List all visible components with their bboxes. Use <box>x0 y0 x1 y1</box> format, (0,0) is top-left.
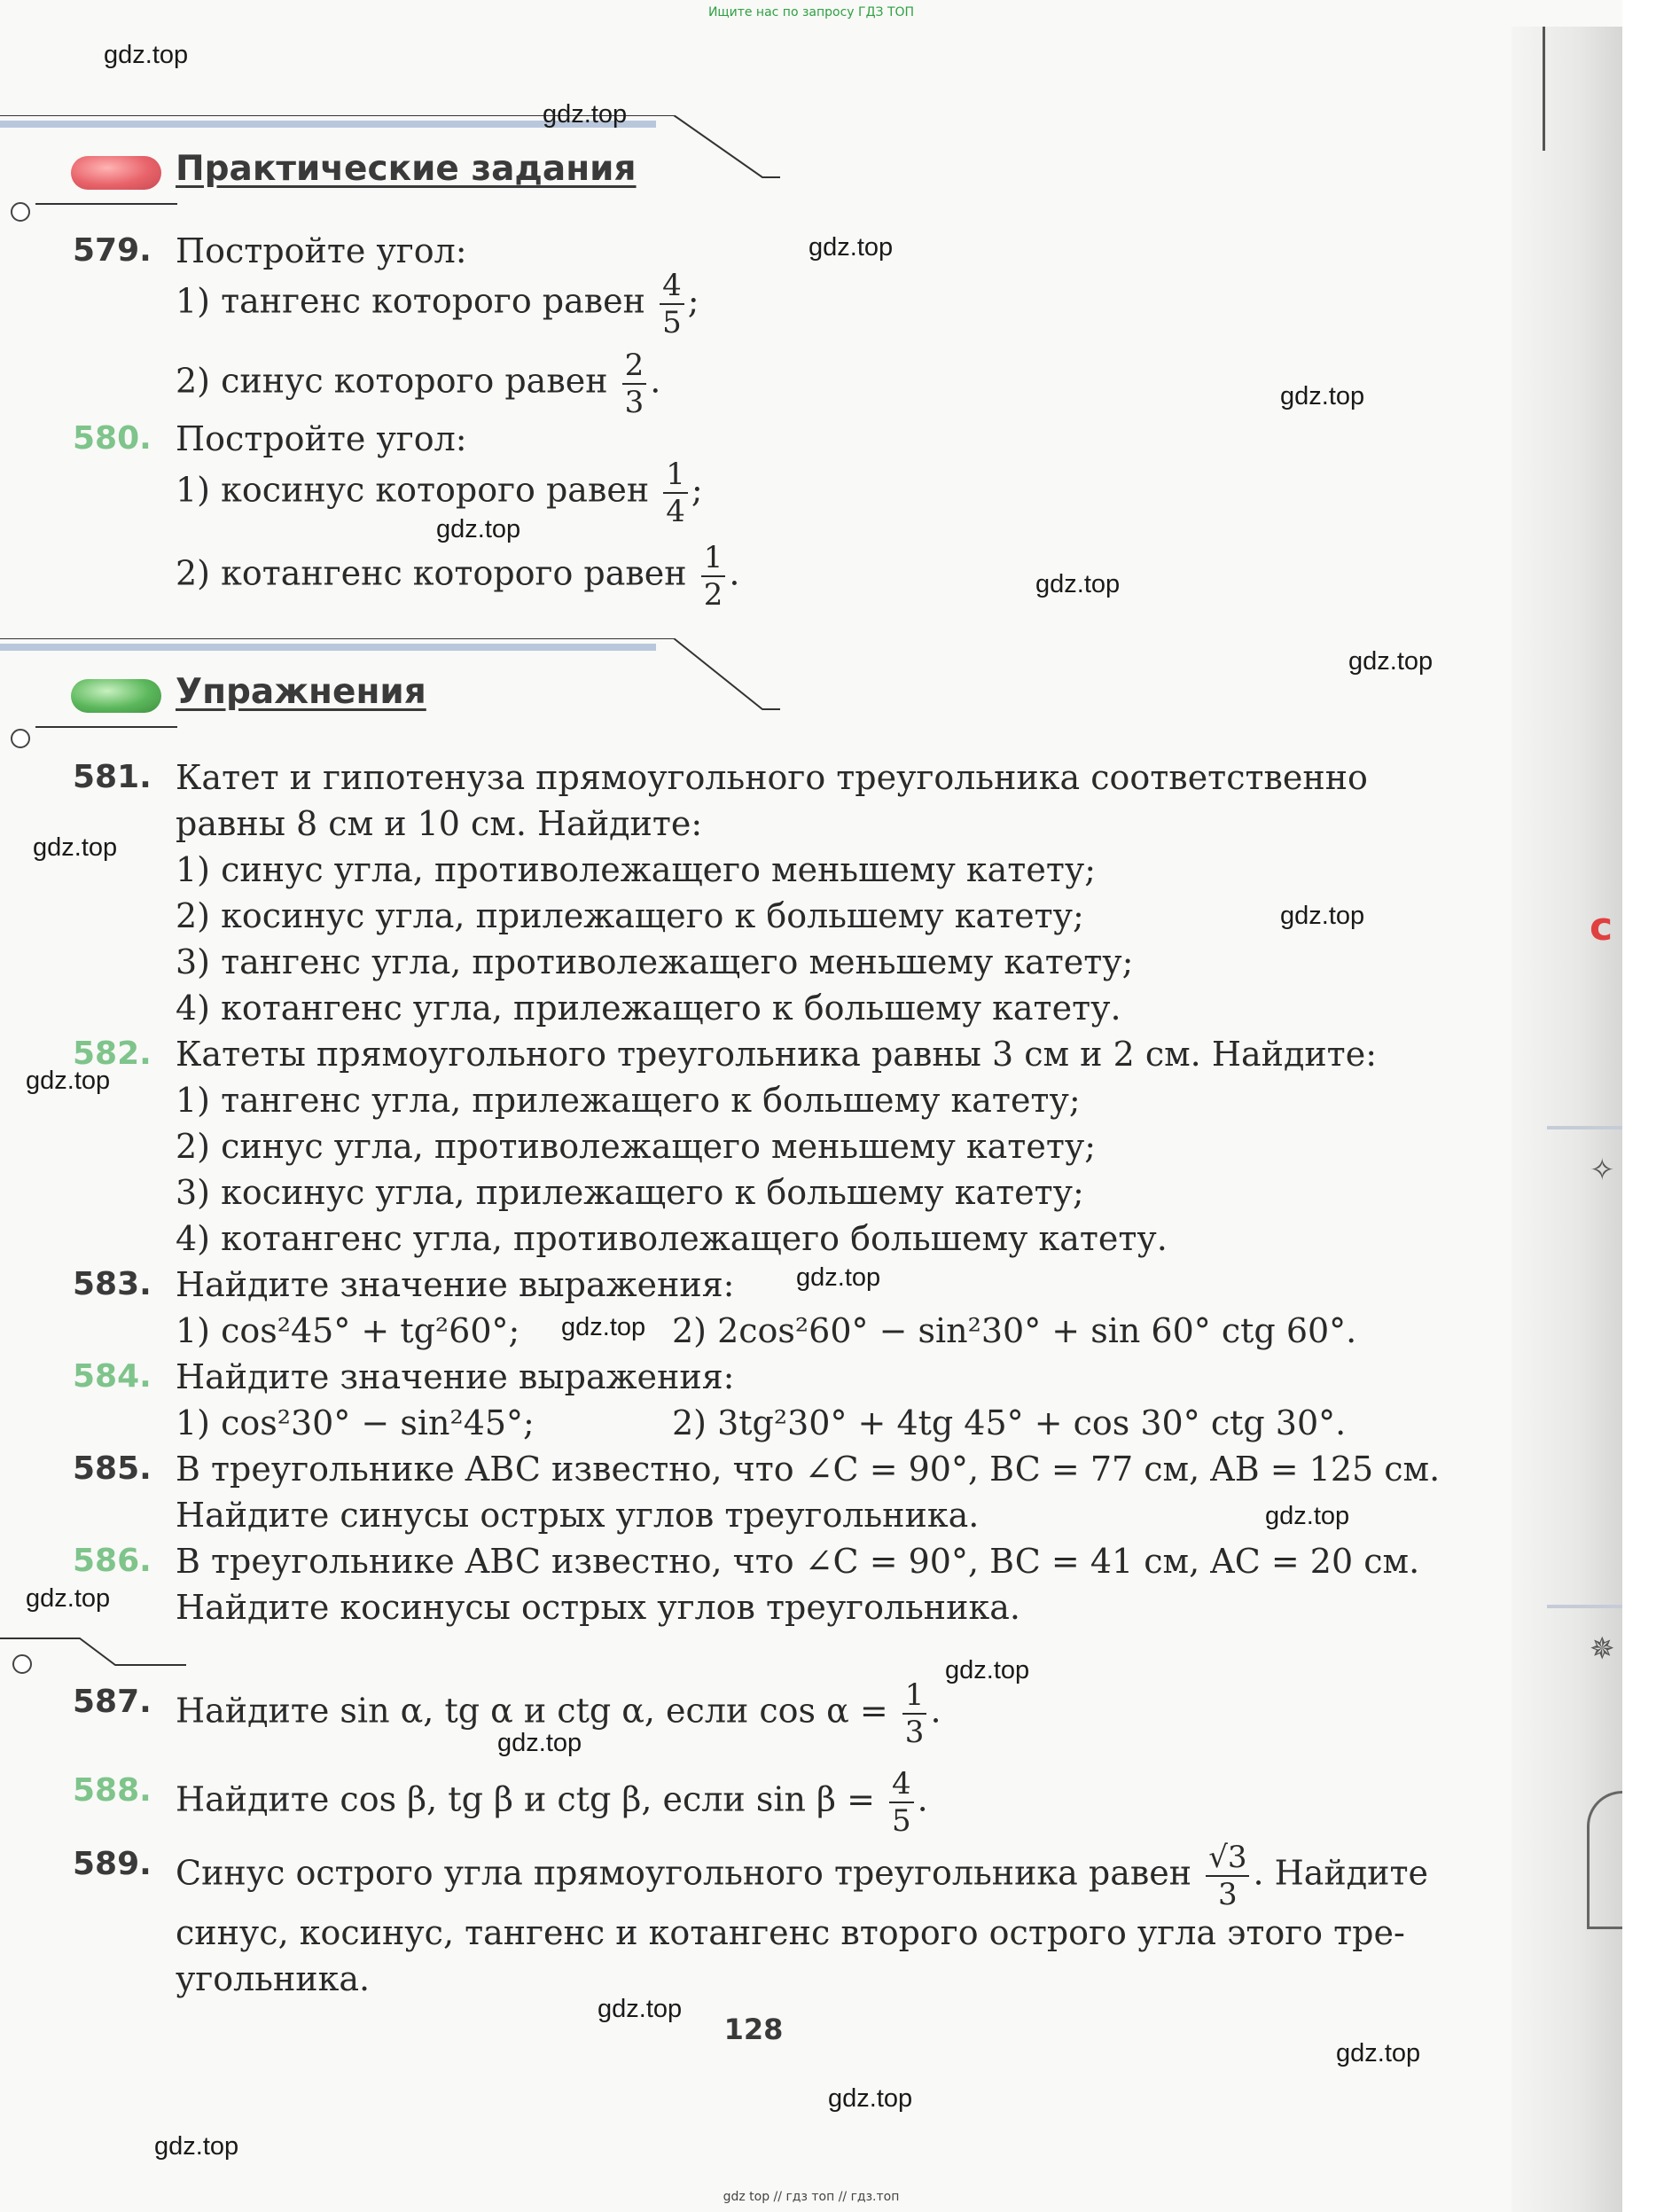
top-link[interactable]: Ищите нас по запросу ГДЗ ТОП <box>707 5 915 20</box>
watermark: gdz.top <box>1336 2039 1421 2067</box>
problem-number: 585. <box>73 1450 152 1487</box>
fraction: $\frac{4}{5}$ <box>889 1769 914 1836</box>
section-pill-green <box>71 679 161 713</box>
star-burst-icon: ✵ <box>1590 1631 1615 1667</box>
problem-line: угольника. <box>176 1959 371 1998</box>
problem-text: Найдите значение выражения: <box>176 1265 735 1304</box>
circle-marker <box>11 729 30 748</box>
circle-marker <box>11 202 30 222</box>
problem-number: 582. <box>73 1036 152 1072</box>
watermark: gdz.top <box>104 41 189 69</box>
problem-text: Постройте угол: <box>176 419 467 458</box>
problem-number: 587. <box>73 1684 152 1720</box>
problem-number: 589. <box>73 1846 152 1882</box>
section-title: Практические задания <box>176 149 637 189</box>
problem-number: 581. <box>73 759 152 795</box>
watermark: gdz.top <box>828 2084 913 2113</box>
problem-number: 579. <box>73 232 152 269</box>
problem-number: 583. <box>73 1266 152 1302</box>
fraction: $\frac{√3}{3}$ <box>1206 1842 1249 1910</box>
problem-line: 4) котангенс угла, противолежащего большему катету. <box>176 1219 1168 1258</box>
problem-line: Найдите cos β, tg β и ctg β, если sin β = $\frac{4}{5}$ . <box>176 1766 928 1839</box>
problem-line: 3) косинус угла, прилежащего к большему катету; <box>176 1173 1084 1212</box>
problem-line: синус, косинус, тангенс и котангенс второго острого угла этого тре- <box>176 1913 1405 1952</box>
problem-number: 584. <box>73 1358 152 1395</box>
divider-line <box>0 1630 195 1683</box>
problem-item: 2) 2cos²60° − sin²30° + sin 60° ctg 60°. <box>672 1311 1357 1350</box>
watermark: gdz.top <box>497 1729 582 1757</box>
problem-line: Синус острого угла прямоугольного треугольника равен $\frac{√3}{3}$ . Найдите <box>176 1840 1428 1912</box>
watermark: gdz.top <box>436 515 521 543</box>
fraction: $\frac{2}{3}$ <box>622 350 647 418</box>
watermark: gdz.top <box>561 1313 646 1341</box>
section-pill-red <box>71 156 161 190</box>
circle-marker <box>12 1654 32 1674</box>
watermark: gdz.top <box>154 2132 239 2161</box>
watermark: gdz.top <box>1348 647 1434 676</box>
problem-line: 1) синус угла, противолежащего меньшему катету; <box>176 850 1097 889</box>
problem-line: равны 8 см и 10 см. Найдите: <box>176 804 703 843</box>
problem-text: Найдите значение выражения: <box>176 1357 735 1396</box>
watermark: gdz.top <box>33 833 118 862</box>
watermark: gdz.top <box>809 233 894 262</box>
watermark: gdz.top <box>1265 1502 1350 1530</box>
problem-line: В треугольнике ABC известно, что ∠C = 90°, BC = 77 см, AB = 125 см. <box>176 1450 1441 1489</box>
problem-line: Катет и гипотенуза прямоугольного треугольника соответственно <box>176 758 1368 797</box>
star-outline-icon: ✧ <box>1590 1153 1615 1188</box>
problem-line: Катеты прямоугольного треугольника равны 3 см и 2 см. Найдите: <box>176 1035 1377 1074</box>
problem-number: 588. <box>73 1772 152 1809</box>
problem-line: Найдите косинусы острых углов треугольника. <box>176 1588 1020 1627</box>
fraction: $\frac{1}{3}$ <box>902 1680 927 1747</box>
section-header-exercises <box>0 638 780 736</box>
problem-line: Найдите синусы острых углов треугольника. <box>176 1496 980 1535</box>
fraction: $\frac{1}{2}$ <box>701 543 726 610</box>
watermark: gdz.top <box>1280 902 1365 930</box>
problem-item: 1) косинус которого равен $\frac{1}{4}$ ; <box>176 457 703 529</box>
watermark: gdz.top <box>26 1067 111 1095</box>
fraction: $\frac{1}{4}$ <box>663 459 688 527</box>
problem-number: 580. <box>73 420 152 457</box>
problem-item: 2) синус которого равен $\frac{2}{3}$ . <box>176 348 661 420</box>
problem-item: 1) cos²45° + tg²60°; <box>176 1311 520 1350</box>
problem-item: 2) котангенс которого равен $\frac{1}{2}$ . <box>176 540 740 613</box>
watermark: gdz.top <box>796 1263 881 1292</box>
watermark: gdz.top <box>26 1584 111 1613</box>
watermark: gdz.top <box>1035 570 1121 598</box>
problem-text: Постройте угол: <box>176 231 467 270</box>
watermark: gdz.top <box>1280 382 1365 410</box>
fraction: $\frac{4}{5}$ <box>660 270 684 338</box>
problem-number: 586. <box>73 1543 152 1579</box>
problem-line: 1) тангенс угла, прилежащего к большему катету; <box>176 1081 1081 1120</box>
section-header-practical <box>0 115 780 213</box>
watermark: gdz.top <box>543 100 628 129</box>
problem-line: 3) тангенс угла, противолежащего меньшему катету; <box>176 942 1134 981</box>
section-title: Упражнения <box>176 672 426 712</box>
problem-line: 2) синус угла, противолежащего меньшему катету; <box>176 1127 1097 1166</box>
problem-line: Найдите sin α, tg α и ctg α, если cos α = $\frac{1}{3}$ . <box>176 1677 941 1750</box>
problem-line: В треугольнике ABC известно, что ∠C = 90°, BC = 41 см, AC = 20 см. <box>176 1542 1420 1581</box>
problem-item: 2) 3tg²30° + 4tg 45° + cos 30° ctg 30°. <box>672 1403 1347 1442</box>
problem-line: 2) косинус угла, прилежащего к большему катету; <box>176 896 1084 935</box>
problem-item: 1) тангенс которого равен $\frac{4}{5}$ ; <box>176 268 699 340</box>
problem-line: 4) котангенс угла, прилежащего к большему катету. <box>176 989 1121 1028</box>
watermark: gdz.top <box>945 1656 1030 1684</box>
page-number: 128 <box>723 2013 784 2046</box>
bottom-link[interactable]: gdz top // гдз топ // гдз.топ <box>723 2190 900 2204</box>
watermark: gdz.top <box>598 1995 683 2023</box>
problem-item: 1) cos²30° − sin²45°; <box>176 1403 535 1442</box>
adjacent-page-edge: c ✧ ✵ <box>1512 27 1622 2212</box>
